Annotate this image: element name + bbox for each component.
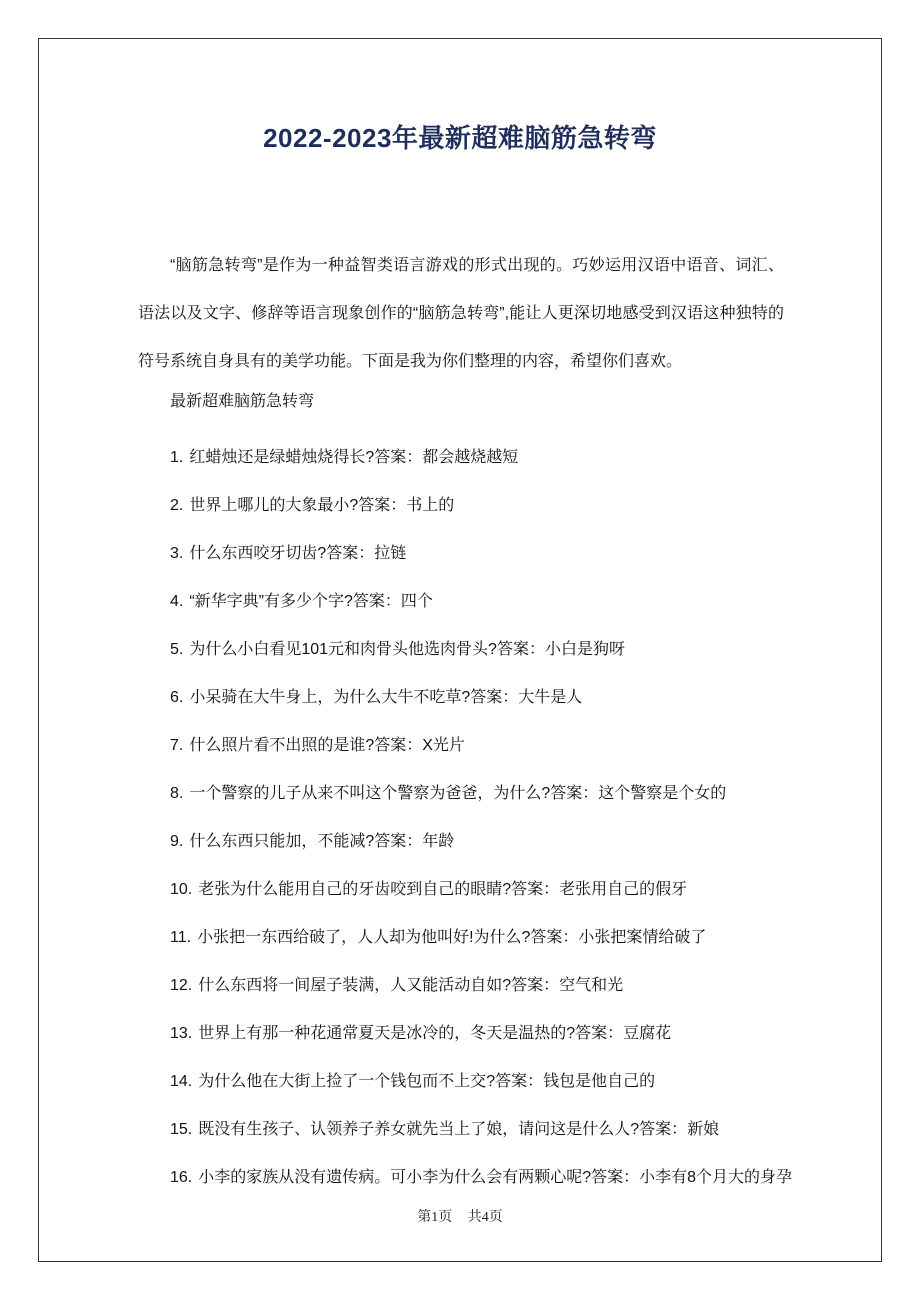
item-number: 10. — [170, 881, 193, 898]
list-item — [170, 722, 792, 770]
item-text: 什么东西咬牙切齿?答案：拉链 — [189, 545, 407, 562]
item-number: 12. — [170, 977, 193, 994]
item-text: 世界上有那一种花通常夏天是冰冷的，冬天是温热的?答案：豆腐花 — [198, 1025, 672, 1042]
list-item — [170, 962, 792, 1010]
list-item — [170, 818, 792, 866]
item-number: 9. — [170, 833, 184, 850]
item-number: 6. — [170, 689, 184, 706]
list-item — [170, 482, 792, 530]
section-heading: 最新超难脑筋急转弯 — [170, 393, 315, 410]
item-number: 3. — [170, 545, 184, 562]
item-text: 为什么小白看见101元和肉骨头他选肉骨头?答案：小白是狗呀 — [189, 641, 625, 658]
list-item — [170, 770, 792, 818]
item-number: 1. — [170, 449, 184, 466]
item-number: 5. — [170, 641, 184, 658]
list-item — [170, 674, 792, 722]
item-number: 15. — [170, 1121, 193, 1138]
item-number: 4. — [170, 593, 184, 610]
list-item — [170, 914, 792, 962]
list-item — [170, 530, 792, 578]
item-text: 既没有生孩子、认领养子养女就先当上了娘，请问这是什么人?答案：新娘 — [198, 1121, 720, 1138]
page-number: 第1页 — [417, 1210, 453, 1225]
item-text: 什么东西只能加，不能减?答案：年龄 — [189, 833, 455, 850]
item-number: 14. — [170, 1073, 193, 1090]
item-number: 8. — [170, 785, 184, 802]
document-title: 2022-2023年最新超难脑筋急转弯 — [263, 123, 657, 153]
item-text: 红蜡烛还是绿蜡烛烧得长?答案：都会越烧越短 — [189, 449, 519, 466]
item-number: 16. — [170, 1169, 193, 1186]
item-text: 什么照片看不出照的是谁?答案：X光片 — [189, 737, 465, 754]
list-item — [170, 1106, 792, 1154]
item-text: 小李的家族从没有遗传病。可小李为什么会有两颗心呢?答案：小李有8个月大的身孕 — [198, 1169, 793, 1186]
item-number: 11. — [170, 929, 192, 946]
list-item — [170, 626, 792, 674]
item-text: “新华字典”有多少个字?答案：四个 — [189, 593, 433, 610]
item-text: 世界上哪儿的大象最小?答案：书上的 — [189, 497, 455, 514]
item-text: 小呆骑在大牛身上，为什么大牛不吃草?答案：大牛是人 — [189, 689, 583, 706]
intro-paragraph: “脑筋急转弯”是作为一种益智类语言游戏的形式出现的。巧妙运用汉语中语音、词汇、语法以及文字、修辞等语言现象创作的“脑筋急转弯”,能让人更深切地感受到汉语这种独特的符号系统自身具有的美学功能。下面是我为你们整理的内容，希望你们喜欢。 — [138, 257, 784, 370]
list-item — [170, 1154, 792, 1202]
item-text: 小张把一东西给破了，人人却为他叫好!为什么?答案：小张把案情给破了 — [197, 929, 707, 946]
riddle-list — [170, 434, 792, 1202]
item-text: 什么东西将一间屋子装满，人又能活动自如?答案：空气和光 — [198, 977, 624, 994]
page-total: 共4页 — [467, 1210, 503, 1225]
item-text: 老张为什么能用自己的牙齿咬到自己的眼睛?答案：老张用自己的假牙 — [198, 881, 688, 898]
list-item — [170, 1058, 792, 1106]
item-text: 一个警察的儿子从来不叫这个警察为爸爸，为什么?答案：这个警察是个女的 — [189, 785, 727, 802]
item-number: 13. — [170, 1025, 193, 1042]
list-item — [170, 578, 792, 626]
page-footer — [0, 1206, 920, 1226]
item-number: 7. — [170, 737, 184, 754]
item-number: 2. — [170, 497, 184, 514]
list-item — [170, 434, 792, 482]
item-text: 为什么他在大街上捡了一个钱包而不上交?答案：钱包是他自己的 — [198, 1073, 656, 1090]
list-item — [170, 1010, 792, 1058]
list-item — [170, 866, 792, 914]
